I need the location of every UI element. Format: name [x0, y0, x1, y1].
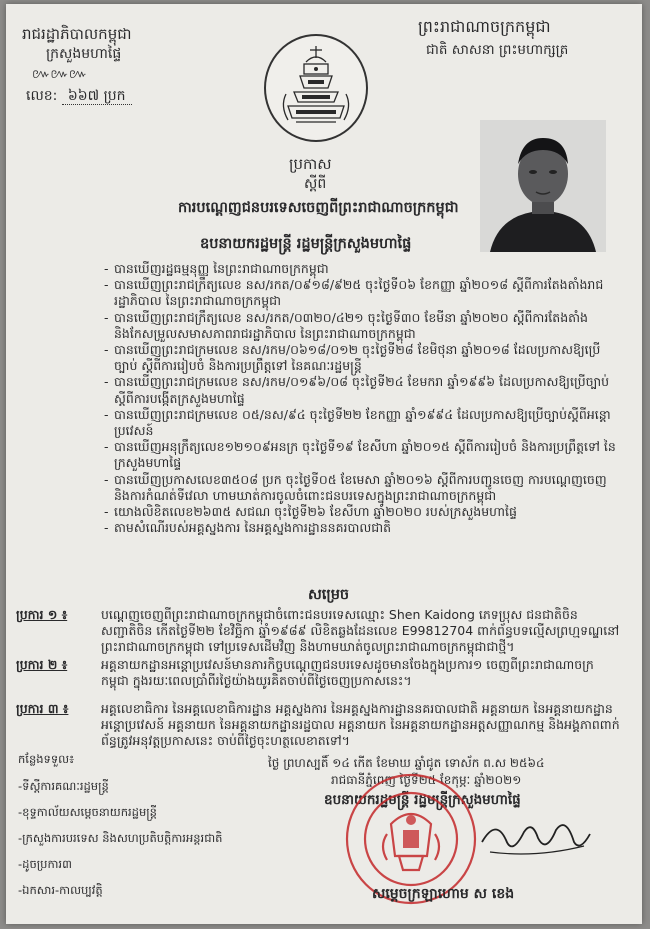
list-item: - បានឃើញព្រះរាជក្រមលេខ ០៥/នស/៩៤ ចុះថ្ងៃទី២២ ខែកញ្ញា ឆ្នាំ១៩៩៤ ដែលប្រកាសឱ្យប្រើច្បាប់ស្តីពីអន្តោប្រវេសន៍	[104, 407, 616, 439]
cc-item: -ឯកសារ-កាលប្បវត្តិ	[18, 883, 103, 897]
article-1-label: ប្រការ ១ ៖	[16, 607, 68, 622]
cc-heading: កន្លែងទទួល៖	[18, 752, 75, 766]
article-1-body: បណ្តេញចេញពីព្រះរាជាណាចក្រកម្ពុជាចំពោះជនបរទេសឈ្មោះ Shen Kaidong ភេទប្រុស ជនជាតិចិន សញ្ជាតិចិន កើតថ្ងៃទី២២ ខែវិច្ឆិកា ឆ្នាំ១៩៨៩ លិខិតឆ្លងដែនលេខ E99812704 ពាក់ព័ន្ធបទល្មើសព្រហ្មទណ្ឌនៅព្រះរាជាណាចក្រកម្ពុជា ទៅប្រទេសដើមវិញ និងហាមឃាត់ចូលព្រះរាជាណាចក្រកម្ពុជាជាថ្មី។	[101, 607, 620, 655]
issuer-title: ឧបនាយករដ្ឋមន្ត្រី រដ្ឋមន្ត្រីក្រសួងមហាផ្ទៃ	[200, 236, 412, 252]
article-3-body: អគ្គលេខាធិការ នៃអគ្គលេខាធិការដ្ឋាន អគ្គស្នងការ នៃអគ្គស្នងការដ្ឋាននគរបាលជាតិ អគ្គនាយក នៃអគ្គនាយកដ្ឋានអន្តោប្រវេសន៍ អគ្គនាយក នៃអគ្គនាយកដ្ឋានរដ្ឋបាល អគ្គនាយក នៃអគ្គនាយកដ្ឋានអត្តសញ្ញាណកម្ម និងអង្គភាពពាក់ព័ន្ធត្រូវអនុវត្តប្រកាសនេះ ចាប់ពីថ្ងៃចុះហត្ថលេខាតទៅ។	[101, 701, 620, 749]
solar-date: រាជធានីភ្នំពេញ ថ្ងៃទី២៥ ខែកុម្ភៈ ឆ្នាំ២០២១	[331, 773, 522, 787]
list-item: - បានឃើញព្រះរាជក្រមលេខ នស/រកម/០៦១៨/០១២ ចុះថ្ងៃទី២៨ ខែមិថុនា ឆ្នាំ២០១៨ ដែលប្រកាសឱ្យប្រើច្បាប់ ស្តីពីការរៀបចំ និងការប្រព្រឹត្តទៅ នៃគណៈរដ្ឋមន្ត្រី	[104, 342, 616, 374]
document-page	[6, 4, 642, 924]
decree-about: ស្តីពី	[304, 176, 327, 192]
list-item: - តាមសំណើរបស់អគ្គស្នងការ នៃអគ្គស្នងការដ្ឋាននគរបាលជាតិ	[104, 520, 616, 536]
signatory-title: ឧបនាយករដ្ឋមន្ត្រី រដ្ឋមន្ត្រីក្រសួងមហាផ្ទៃ	[324, 792, 521, 808]
list-item: - បានឃើញអនុក្រឹត្យលេខ១២១០៩អនក្រ ចុះថ្ងៃទី១៩ ខែសីហា ឆ្នាំ២០១៥ ស្តីពីការរៀបចំ និងការប្រព្រឹត្តទៅ នៃក្រសួងមហាផ្ទៃ	[104, 439, 616, 471]
decision-heading: សម្រេច	[308, 587, 350, 603]
list-item: - បានឃើញព្រះរាជក្រឹត្យលេខ នស/រកត/០៩១៨/៩២៥ ចុះថ្ងៃទី០៦ ខែកញ្ញា ឆ្នាំ២០១៨ ស្តីពីការតែងតាំងរាជរដ្ឋាភិបាល នៃព្រះរាជាណាចក្រកម្ពុជា	[104, 277, 616, 309]
list-item: - បានឃើញព្រះរាជក្រមលេខ នស/រកម/០១៩៦/០៨ ចុះថ្ងៃទី២៤ ខែមករា ឆ្នាំ១៩៩៦ ដែលប្រកាសឱ្យប្រើច្បាប់ ស្តីពីការបង្កើតក្រសួងមហាផ្ទៃ	[104, 374, 616, 406]
signatory-name: សម្តេចក្រឡាហោម ស ខេង	[372, 886, 515, 902]
cc-item: -ដូចប្រការ៣	[18, 857, 72, 871]
cc-item: -ខុទ្ទកាល័យសម្តេចនាយករដ្ឋមន្ត្រី	[18, 805, 157, 819]
royal-emblem-icon	[264, 34, 368, 142]
article-2-body: អគ្គនាយកដ្ឋានអន្តោប្រវេសន៍មានភារកិច្ចបណ្តេញជនបរទេសដូចមានចែងក្នុងប្រការ១ ចេញពីព្រះរាជាណាចក្រកម្ពុជា ក្នុងរយៈពេលប្រាំពីរថ្ងៃយ៉ាងយូរគិតចាប់ពីថ្ងៃចេញប្រកាសនេះ។	[101, 657, 594, 689]
list-item: - បានឃើញព្រះរាជក្រឹត្យលេខ នស/រកត/០៣២០/៤២១ ចុះថ្ងៃទី៣០ ខែមីនា ឆ្នាំ២០២០ ស្តីពីការតែងតាំង និងកែសម្រួលសមាសភាពរាជរដ្ឋាភិបាល នៃព្រះរាជាណាចក្រកម្ពុជា	[104, 310, 616, 342]
cc-item: -ក្រសួងការបរទេស និងសហប្រតិបត្តិការអន្តរជាតិ	[18, 831, 223, 845]
decree-type: ប្រកាស	[289, 155, 332, 173]
ministry-symbol: ៚៚៚	[32, 67, 88, 82]
list-item: - បានឃើញរដ្ឋធម្មនុញ្ញ នៃព្រះរាជាណាចក្រកម្ពុជា	[104, 261, 616, 277]
signature-icon	[476, 812, 596, 866]
cc-item: -ទីស្តីការគណៈរដ្ឋមន្ត្រី	[18, 779, 109, 793]
ministry-name: ក្រសួងមហាផ្ទៃ	[46, 46, 122, 62]
kingdom-title: ព្រះរាជាណាចក្រកម្ពុជា	[418, 17, 551, 36]
kingdom-motto: ជាតិ សាសនា ព្រះមហាក្សត្រ	[426, 42, 569, 58]
lunar-date: ថ្ងៃ ព្រហស្បតិ៍ ១៤ កើត ខែមាឃ ឆ្នាំជូត ទោស័ក ព.ស ២៥៦៤	[268, 756, 545, 770]
article-2-label: ប្រការ ២ ៖	[16, 657, 68, 672]
kingdom-title-left: រាជរដ្ឋាភិបាលកម្ពុជា	[22, 25, 132, 43]
list-item: - បានឃើញប្រកាសលេខ៣៥០៨ ប្រក ចុះថ្ងៃទី០៥ ខែមេសា ឆ្នាំ២០១៦ ស្តីពីការបញ្ជូនចេញ ការបណ្តេញចេញ និងការកំណត់ទីវេលា ហាមឃាត់ការចូលចំពោះជនបរទេសក្នុងព្រះរាជាណាចក្រកម្ពុជា	[104, 472, 616, 504]
person-photo	[480, 120, 606, 252]
document-number: លេខ: ៦៦៧ ប្រក	[26, 88, 132, 105]
article-3-label: ប្រការ ៣ ៖	[16, 701, 69, 716]
list-item: - យោងលិខិតលេខ២៦៣៥ សជណ ចុះថ្ងៃទី២៦ ខែសីហា ឆ្នាំ២០២០ របស់ក្រសួងមហាផ្ទៃ	[104, 504, 616, 520]
decree-subject: ការបណ្តេញជនបរទេសចេញពីព្រះរាជាណាចក្រកម្ពុជា	[178, 200, 459, 216]
considerations-list	[104, 261, 616, 536]
